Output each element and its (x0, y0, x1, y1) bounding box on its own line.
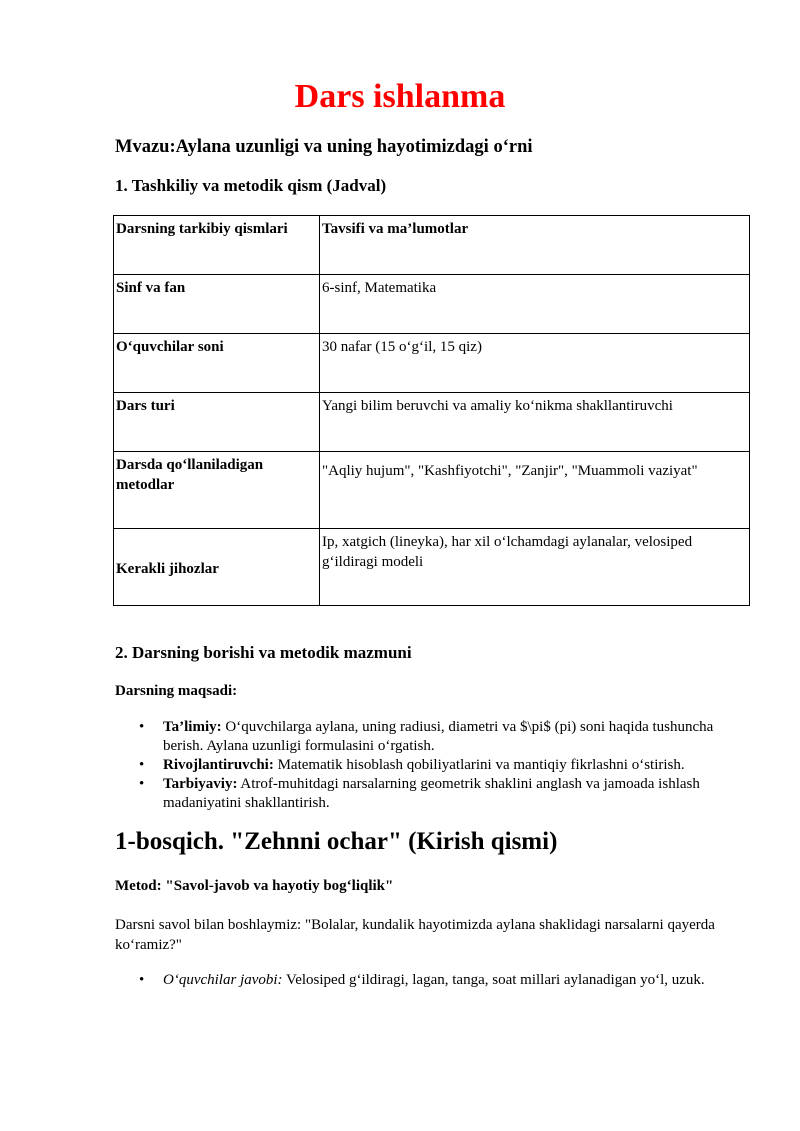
goal-label: Ta’limiy: (163, 719, 222, 735)
table-cell-value: 30 nafar (15 o‘g‘il, 15 qiz) (320, 334, 750, 393)
list-item (115, 718, 755, 756)
goal-heading: Darsning maqsadi: (115, 683, 238, 699)
table-cell-label: O‘quvchilar soni (114, 334, 320, 393)
answers-list (115, 970, 755, 990)
table-cell-label: Kerakli jihozlar (114, 529, 320, 606)
bullet-icon: • (139, 972, 145, 988)
table-cell-label: Sinf va fan (114, 275, 320, 334)
list-item (115, 970, 755, 990)
table-row (114, 393, 750, 452)
table-cell-value: Yangi bilim beruvchi va amaliy ko‘nikma shakllantiruvchi (320, 393, 750, 452)
table-row (114, 529, 750, 606)
goal-text: O‘quvchilarga aylana, uning radiusi, diametri va $\pi$ (pi) soni haqida tushuncha berish. Aylana uzunligi formulasini o‘rgatish. (163, 719, 714, 754)
table-header-row (114, 216, 750, 275)
section-2-heading: 2. Darsning borishi va metodik mazmuni (115, 643, 412, 662)
goal-text: Atrof-muhitdagi narsalarning geometrik shaklini anglash va jamoada ishlash madaniyatini shakllantirish. (163, 776, 700, 811)
goal-label: Tarbiyaviy: (163, 776, 238, 792)
answer-text: Velosiped g‘ildiragi, lagan, tanga, soat millari aylanadigan yo‘l, uzuk. (282, 972, 705, 988)
bullet-icon: • (139, 757, 145, 773)
method-line: Metod: "Savol-javob va hayotiy bog‘liqlik" (115, 878, 394, 894)
table-cell-label: Darsda qo‘llaniladigan metodlar (114, 452, 320, 529)
document-title: Dars ishlanma (294, 78, 506, 115)
goals-list (115, 718, 755, 813)
table-cell-value: Ip, xatgich (lineyka), har xil o‘lchamdagi aylanalar, velosiped g‘ildiragi modeli (320, 529, 750, 606)
table-row (114, 334, 750, 393)
list-item (115, 775, 755, 813)
intro-paragraph: Darsni savol bilan boshlaymiz: "Bolalar, kundalik hayotimizda aylana shaklidagi narsalarni qayerda ko‘ramiz?" (115, 917, 715, 953)
table-cell-value: "Aqliy hujum", "Kashfiyotchi", "Zanjir", "Muammoli vaziyat" (320, 452, 750, 529)
bullet-icon: • (139, 719, 145, 735)
stage-1-heading: 1-bosqich. "Zehnni ochar" (Kirish qismi) (115, 828, 558, 855)
lesson-topic: Mvazu:Aylana uzunligi va uning hayotimizdagi o‘rni (115, 137, 533, 157)
table-row (114, 452, 750, 529)
list-item (115, 756, 755, 775)
bullet-icon: • (139, 776, 145, 792)
table-header-cell: Tavsifi va ma’lumotlar (320, 216, 750, 275)
organization-table (113, 215, 750, 606)
goal-text: Matematik hisoblash qobiliyatlarini va mantiqiy fikrlashni o‘stirish. (273, 757, 685, 773)
table-cell-value: 6-sinf, Matematika (320, 275, 750, 334)
goal-label: Rivojlantiruvchi: (163, 757, 274, 773)
answer-label: O‘quvchilar javobi: (163, 972, 283, 988)
section-1-heading: 1. Tashkiliy va metodik qism (Jadval) (115, 176, 387, 195)
table-row (114, 275, 750, 334)
table-cell-label: Dars turi (114, 393, 320, 452)
table-header-cell: Darsning tarkibiy qismlari (114, 216, 320, 275)
